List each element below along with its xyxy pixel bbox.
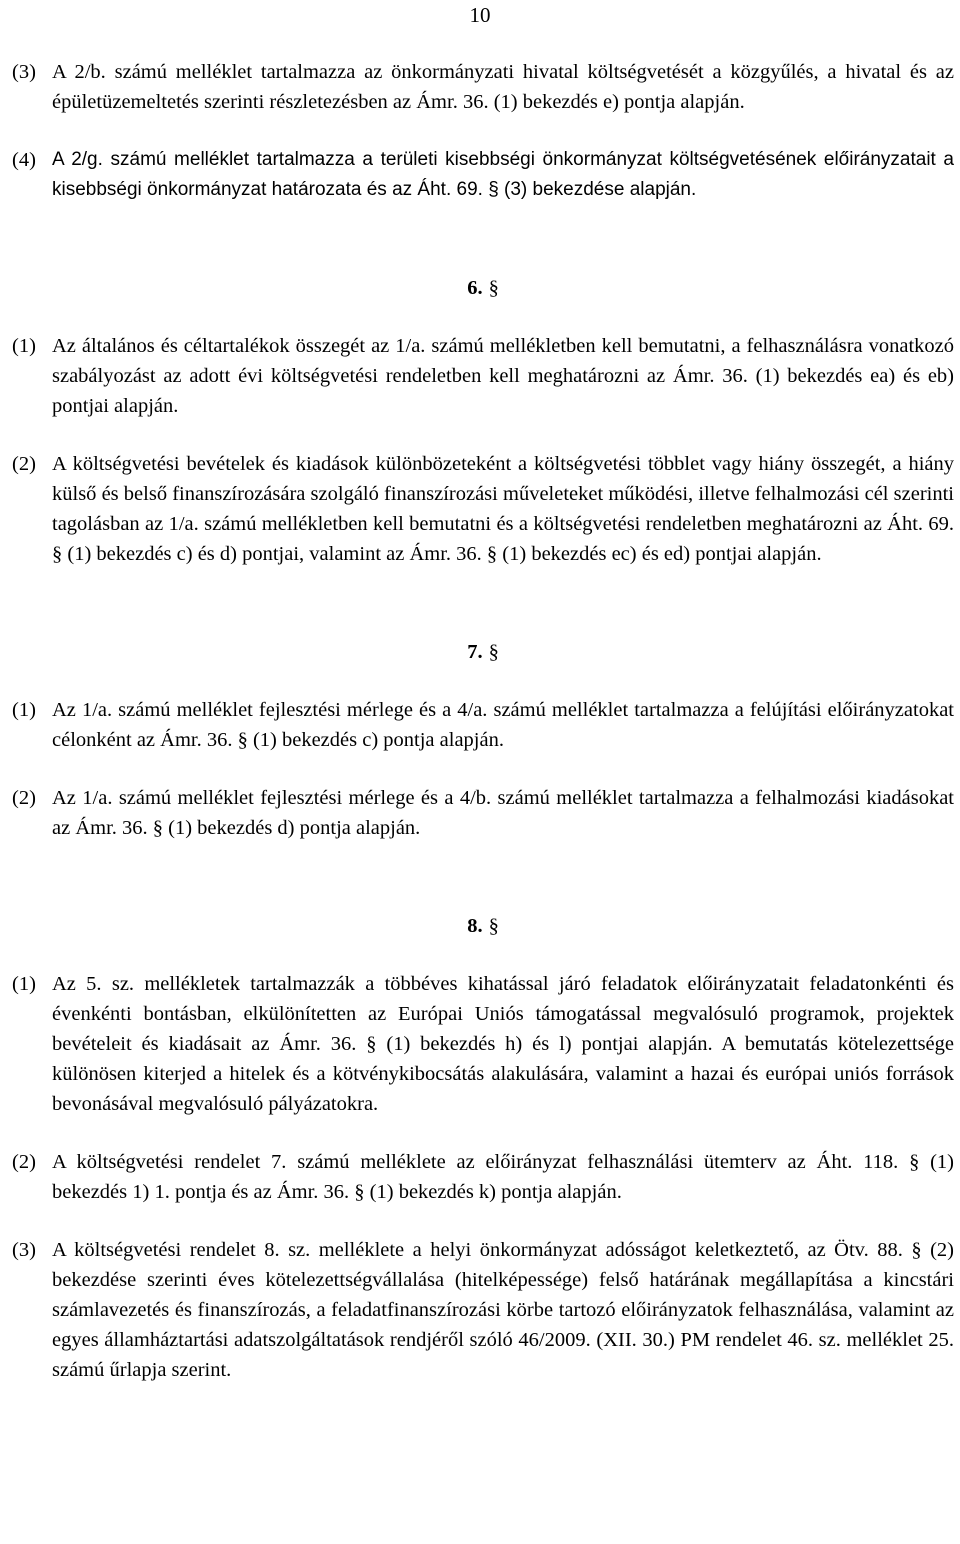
section-number: 8. [467, 915, 483, 937]
document-body [12, 57, 954, 1413]
paragraph-number: (2) [12, 787, 36, 809]
section-number: 7. [467, 641, 483, 663]
paragraph-number: (3) [12, 1239, 36, 1261]
section-symbol: § [488, 915, 499, 937]
page-number: 10 [469, 3, 491, 27]
paragraph-6-1 [12, 331, 954, 421]
section-heading-7 [12, 637, 954, 667]
paragraph-number: (4) [12, 149, 36, 171]
paragraph-number: (1) [12, 335, 36, 357]
paragraph-text: Az általános és céltartalékok összegét az 1/a. számú mellékletben kell bemutatni, a felhasználásra vonatkozó szabályozást az adott évi költségvetési rendeletben kell meghatározni az Ámr. 36. (1) bekezdés ea) és eb) pontjai alapján. [52, 335, 954, 417]
paragraph-4-annex-2g [12, 145, 954, 205]
section-heading-6 [12, 273, 954, 303]
paragraph-7-1 [12, 695, 954, 755]
paragraph-7-2 [12, 783, 954, 843]
section-heading-8 [12, 911, 954, 941]
paragraph-number: (1) [12, 973, 36, 995]
section-symbol: § [488, 641, 499, 663]
paragraph-text: Az 5. sz. mellékletek tartalmazzák a többéves kihatással járó feladatok előirányzatait feladatonkénti és évenkénti bontásban, elkülönítetten az Európai Uniós támogatással megvalósuló programok, projektek bevételeit és kiadásait az Ámr. 36. § (1) bekezdés h) és l) pontjai alapján. A bemutatás kötelezettsége különösen kiterjed a hitelek és a kötvénykibocsátás alakulására, valamint a hazai és európai uniós források bevonásával megvalósuló pályázatokra. [52, 973, 954, 1115]
paragraph-text: A 2/b. számú melléklet tartalmazza az önkormányzati hivatal költségvetését a közgyűlés, a hivatal és az épületüzemeltetés szerinti részletezésben az Ámr. 36. (1) bekezdés e) pontja alapján. [52, 61, 954, 113]
section-symbol: § [488, 277, 499, 299]
paragraph-number: (3) [12, 61, 36, 83]
paragraph-6-2 [12, 449, 954, 569]
paragraph-text: A költségvetési rendelet 8. sz. melléklete a helyi önkormányzat adósságot keletkeztető, az Ötv. 88. § (2) bekezdése szerinti éves kötelezettségvállalása (hitelképessége) felső határának megállapítása a kincstári számlavezetés és finanszírozás, a feladatfinanszírozási körbe tartozó előirányzatok felhasználása, valamint az egyes államháztartási adatszolgáltatások rendjéről szóló 46/2009. (XII. 30.) PM rendelet 46. sz. melléklet 25. számú űrlapja szerint. [52, 1239, 954, 1381]
paragraph-3-annex-2b [12, 57, 954, 117]
paragraph-text: A költségvetési rendelet 7. számú melléklete az előirányzat felhasználási ütemterv az Áht. 118. § (1) bekezdés 1) 1. pontja és az Ámr. 36. § (1) bekezdés k) pontja alapján. [52, 1151, 954, 1203]
paragraph-text: A 2/g. számú melléklet tartalmazza a területi kisebbségi önkormányzat költségvetésének előirányzatait a kisebbségi önkormányzat határozata és az Áht. 69. § (3) bekezdése alapján. [52, 149, 954, 200]
paragraph-8-1 [12, 969, 954, 1119]
paragraph-number: (2) [12, 1151, 36, 1173]
paragraph-text: A költségvetési bevételek és kiadások különbözeteként a költségvetési többlet vagy hiány összegét, a hiány külső és belső finanszírozására szolgáló finanszírozási műveleteket működési, illetve felhalmozási cél szerinti tagolásban az 1/a. számú mellékletben kell bemutatni és a költségvetési rendeletben meghatározni az Áht. 69. § (1) bekezdés c) és d) pontjai, valamint az Ámr. 36. § (1) bekezdés ec) és ed) pontjai alapján. [52, 453, 954, 565]
paragraph-8-3 [12, 1235, 954, 1385]
paragraph-number: (2) [12, 453, 36, 475]
paragraph-number: (1) [12, 699, 36, 721]
paragraph-8-2 [12, 1147, 954, 1207]
section-number: 6. [467, 277, 483, 299]
paragraph-text: Az 1/a. számú melléklet fejlesztési mérlege és a 4/a. számú melléklet tartalmazza a felújítási előirányzatokat célonként az Ámr. 36. § (1) bekezdés c) pontja alapján. [52, 699, 954, 751]
paragraph-text: Az 1/a. számú melléklet fejlesztési mérlege és a 4/b. számú melléklet tartalmazza a felhalmozási kiadásokat az Ámr. 36. § (1) bekezdés d) pontja alapján. [52, 787, 954, 839]
